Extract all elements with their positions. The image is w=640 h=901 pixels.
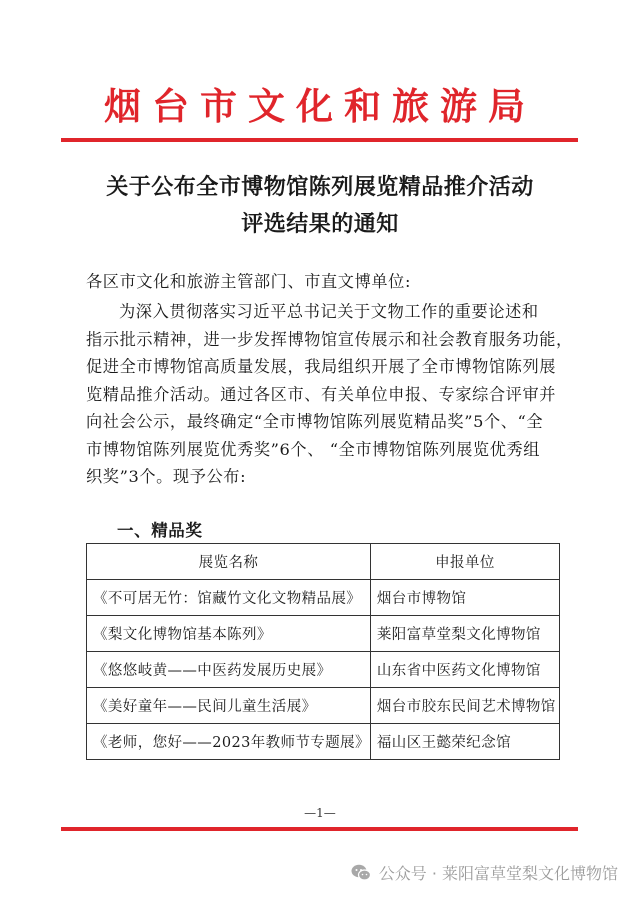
- applicant-unit-cell: 烟台市胶东民间艺术博物馆: [370, 688, 559, 724]
- footer-red-rule: [61, 827, 578, 831]
- awards-table: [86, 543, 560, 760]
- table-header-row: [87, 544, 560, 580]
- letterhead-title: 烟台市文化和旅游局: [104, 84, 536, 128]
- document-title-line-1: 关于公布全市博物馆陈列展览精品推介活动: [106, 174, 534, 200]
- paragraph-line: 市博物馆陈列展览优秀奖”6个、 “全市博物馆陈列展览优秀组: [86, 439, 541, 459]
- paragraph-line: 览精品推介活动。通过各区市、有关单位申报、专家综合评审并: [86, 384, 557, 404]
- applicant-unit-cell: 莱阳富草堂梨文化博物馆: [370, 616, 559, 652]
- body-paragraph: [86, 298, 573, 491]
- paragraph-line: 为深入贯彻落实习近平总书记关于文物工作的重要论述和: [119, 302, 539, 321]
- applicant-unit-cell: 福山区王懿荣纪念馆: [370, 724, 559, 760]
- applicant-unit-cell: 山东省中医药文化博物馆: [370, 652, 559, 688]
- wechat-watermark: [351, 861, 618, 884]
- table-row: [87, 724, 560, 760]
- document-title-line-2: 评选结果的通知: [241, 211, 399, 237]
- table-row: [87, 688, 560, 724]
- exhibition-name-cell: 《悠悠岐黄——中医药发展历史展》: [87, 652, 371, 688]
- applicant-unit-cell: 烟台市博物馆: [370, 580, 559, 616]
- paragraph-line: 指示批示精神，进一步发挥博物馆宣传展示和社会教育服务功能，: [86, 329, 573, 349]
- exhibition-name-cell: 《老师，您好——2023年教师节专题展》: [87, 724, 371, 760]
- section-heading: 一、精品奖: [117, 521, 203, 540]
- page-number: —1—: [304, 806, 336, 820]
- paragraph-line: 向社会公示，最终确定“全市博物馆陈列展览精品奖”5个、“全: [86, 412, 544, 431]
- table-row: [87, 616, 560, 652]
- column-header-unit: 申报单位: [370, 544, 559, 580]
- exhibition-name-cell: 《不可居无竹：馆藏竹文化文物精品展》: [87, 580, 371, 616]
- paragraph-line: 促进全市博物馆高质量发展，我局组织开展了全市博物馆陈列展: [86, 357, 557, 376]
- column-header-exhibition: 展览名称: [87, 544, 371, 580]
- table-row: [87, 580, 560, 616]
- wechat-icon: [351, 864, 371, 882]
- table-row: [87, 652, 560, 688]
- watermark-text: 公众号 · 莱阳富草堂梨文化博物馆: [378, 864, 618, 883]
- paragraph-line: 织奖”3个。现予公布:: [86, 467, 247, 486]
- letterhead-red-rule: [61, 138, 578, 142]
- exhibition-name-cell: 《梨文化博物馆基本陈列》: [87, 616, 371, 652]
- addressee: 各区市文化和旅游主管部门、市直文博单位:: [86, 272, 412, 291]
- exhibition-name-cell: 《美好童年——民间儿童生活展》: [87, 688, 371, 724]
